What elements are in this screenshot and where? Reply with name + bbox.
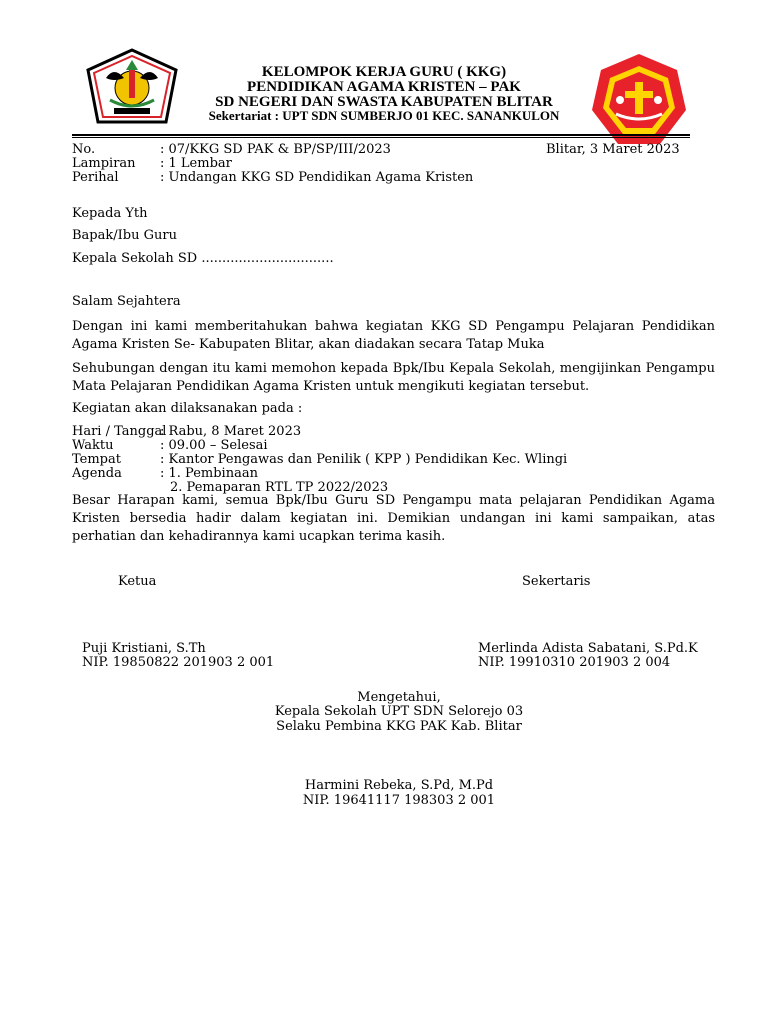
schedule-agenda-label: Agenda (72, 466, 122, 481)
greeting: Salam Sejahtera (72, 294, 181, 309)
paragraph-1: Dengan ini kami memberitahukan bahwa kegiatan KKG SD Pengampu Pelajaran Pendidikan Agama Kristen Se- Kabupaten Blitar, akan diadakan secara Tatap Muka (72, 319, 715, 352)
ketua-title: Ketua (118, 574, 157, 589)
kepala-nip: NIP. 19641117 198303 2 001 (302, 793, 496, 808)
ketua-nip: NIP. 19850822 201903 2 001 (82, 655, 275, 670)
letterhead-rule-thick (72, 134, 690, 136)
sekertaris-title: Sekertaris (522, 574, 591, 589)
sekertaris-nip: NIP. 19910310 201903 2 004 (478, 655, 671, 670)
letterhead-line-4: Sekertariat : UPT SDN SUMBERJO 01 KEC. SANANKULON (208, 108, 560, 123)
recipient-line-3: Kepala Sekolah SD ................................ (72, 251, 334, 266)
kepala-line-2: Selaku Pembina KKG PAK Kab. Blitar (276, 719, 522, 734)
schedule-hari-label: Hari / Tanggal (72, 424, 167, 439)
kepala-name: Harmini Rebeka, S.Pd, M.Pd (304, 778, 494, 793)
meta-perihal-value: : Undangan KKG SD Pendidikan Agama Kristen (160, 170, 474, 185)
meta-no-value: : 07/KKG SD PAK & BP/SP/III/2023 (160, 142, 391, 157)
schedule-hari-row (72, 424, 712, 439)
letterhead-line-1: KELOMPOK KERJA GURU ( KKG) (261, 64, 507, 80)
meta-lampiran-value: : 1 Lembar (160, 156, 232, 171)
schedule-tempat-label: Tempat (72, 452, 121, 467)
schedule-waktu-label: Waktu (72, 438, 114, 453)
schedule-agenda-value-2: 2. Pemaparan RTL TP 2022/2023 (170, 480, 389, 495)
schedule-hari-value: : Rabu, 8 Maret 2023 (160, 424, 302, 439)
meta-no-label: No. (72, 142, 96, 157)
schedule-tempat-value: : Kantor Pengawas dan Penilik ( KPP ) Pendidikan Kec. Wlingi (160, 452, 568, 467)
meta-perihal-row (72, 170, 672, 185)
place-date: Blitar, 3 Maret 2023 (546, 142, 680, 157)
paragraph-3: Kegiatan akan dilaksanakan pada : (72, 401, 303, 416)
letterhead-line-3: SD NEGERI DAN SWASTA KABUPATEN BLITAR (215, 94, 553, 110)
meta-perihal-label: Perihal (72, 170, 119, 185)
paragraph-4: Besar Harapan kami, semua Bpk/Ibu Guru SD Pengampu mata pelajaran Pendidikan Agama Kristen bersedia hadir dalam kegiatan ini. Demikian undangan ini kami sampaikan, atas perhatian dan kehadirannya kami ucapkan terima kasih. (72, 493, 715, 544)
recipient-line-2: Bapak/Ibu Guru (72, 228, 177, 243)
mengetahui: Mengetahui, (357, 690, 441, 705)
schedule-waktu-row (72, 438, 712, 453)
schedule-agenda-value-1: : 1. Pembinaan (160, 466, 258, 481)
letterhead-rule-thin (72, 137, 690, 138)
meta-lampiran-label: Lampiran (72, 156, 136, 171)
paragraph-2: Sehubungan dengan itu kami memohon kepada Bpk/Ibu Kepala Sekolah, mengijinkan Pengampu Mata Pelajaran Pendidikan Agama Kristen untuk mengikuti kegiatan tersebut. (72, 361, 715, 394)
sekertaris-name: Merlinda Adista Sabatani, S.Pd.K (478, 641, 698, 656)
meta-lampiran-row (72, 156, 672, 171)
schedule-waktu-value: : 09.00 – Selesai (160, 438, 268, 453)
ketua-name: Puji Kristiani, S.Th (82, 641, 206, 656)
letterhead-line-2: PENDIDIKAN AGAMA KRISTEN – PAK (247, 79, 521, 95)
schedule-tempat-row (72, 452, 712, 467)
kepala-line-1: Kepala Sekolah UPT SDN Selorejo 03 (274, 704, 524, 719)
schedule-agenda-row (72, 466, 712, 481)
recipient-line-1: Kepada Yth (72, 206, 148, 221)
